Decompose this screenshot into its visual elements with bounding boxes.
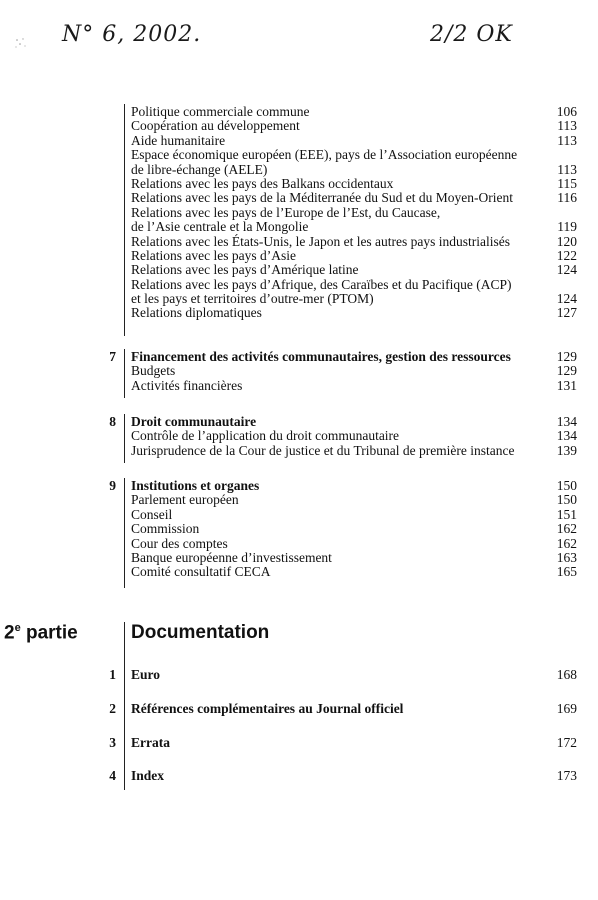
toc-entry — [0, 364, 598, 378]
doc-entry-title: Euro — [131, 667, 161, 682]
toc-entry — [0, 263, 598, 277]
toc-entry — [0, 177, 598, 191]
entry-text: de l’Asie centrale et la Mongolie — [131, 219, 309, 235]
entry-text: Comité consultatif CECA — [131, 564, 271, 580]
part-label-number: 2 — [4, 622, 15, 644]
toc-entry — [0, 537, 598, 551]
toc-entry — [0, 119, 598, 133]
entry-page: 129 — [556, 349, 577, 364]
part-title: Documentation — [131, 622, 270, 643]
entry-page: 127 — [556, 305, 577, 321]
entry-text: Coopération au développement — [131, 118, 300, 134]
chapter-title: Institutions et organes — [131, 478, 260, 493]
toc-entry — [0, 508, 598, 522]
chapter-title: Financement des activités communautaires, gestion des ressources — [131, 349, 511, 364]
toc-entry — [0, 522, 598, 536]
entry-page: 163 — [556, 549, 577, 565]
entry-text: Conseil — [131, 506, 173, 522]
toc-entry — [0, 278, 598, 292]
entry-text: Relations diplomatiques — [131, 305, 262, 321]
toc-entry — [0, 163, 598, 177]
entry-page: 169 — [556, 701, 577, 716]
entry-page: 120 — [556, 233, 577, 249]
entry-page: 122 — [556, 247, 577, 263]
chapter-heading — [0, 350, 598, 364]
entry-text: Banque européenne d’investissement — [131, 549, 332, 565]
entry-page: 134 — [556, 428, 577, 444]
entry-page: 139 — [556, 442, 577, 458]
entry-text: Cour des comptes — [131, 535, 228, 551]
doc-entry — [0, 768, 598, 784]
chapter-number: 8 — [109, 414, 116, 429]
entry-page: 113 — [557, 118, 577, 134]
doc-entry — [0, 701, 598, 717]
entry-page: 124 — [556, 291, 577, 307]
toc-entry — [0, 429, 598, 443]
part-label-word: partie — [20, 622, 78, 644]
entry-text: Relations avec les pays de l’Europe de l’Est, du Caucase, — [131, 204, 441, 220]
doc-entry-title: Références complémentaires au Journal officiel — [131, 701, 404, 716]
toc-entry — [0, 148, 598, 162]
entry-page: 173 — [556, 768, 577, 783]
toc-entry — [0, 444, 598, 458]
toc-entry — [0, 235, 598, 249]
doc-entry — [0, 735, 598, 751]
part-label-superscript: e — [14, 622, 21, 634]
entry-text: Relations avec les pays des Balkans occidentaux — [131, 175, 394, 191]
chapter-number: 7 — [109, 349, 116, 364]
entry-text: Aide humanitaire — [131, 132, 226, 148]
entry-text: Jurisprudence de la Cour de justice et du Tribunal de première instance — [131, 442, 515, 458]
chapter-number: 1 — [109, 667, 116, 682]
entry-page: 113 — [557, 161, 577, 177]
toc-entry — [0, 191, 598, 205]
entry-text: Relations avec les États-Unis, le Japon et les autres pays industrialisés — [131, 233, 511, 249]
entry-text: de libre-échange (AELE) — [131, 161, 268, 177]
toc-entry — [0, 105, 598, 119]
scan-speck-icon — [14, 36, 28, 50]
entry-text: Relations avec les pays d’Asie — [131, 247, 296, 263]
entry-page: 119 — [557, 219, 577, 235]
toc-chapter-7 — [0, 350, 598, 393]
entry-page: 129 — [556, 363, 577, 379]
entry-page: 131 — [556, 377, 577, 393]
entry-text: Relations avec les pays d’Amérique latine — [131, 262, 359, 278]
entry-page: 168 — [556, 667, 577, 682]
toc-entry — [0, 551, 598, 565]
entry-text: Relations avec les pays de la Méditerranée du Sud et du Moyen-Orient — [131, 190, 514, 206]
entry-page: 162 — [556, 535, 577, 551]
entry-text: Budgets — [131, 363, 176, 379]
entry-text: Espace économique européen (EEE), pays de l’Association européenne — [131, 147, 518, 163]
toc-chapter-8 — [0, 415, 598, 458]
entry-text: Politique commerciale commune — [131, 104, 310, 119]
entry-text: Activités financières — [131, 377, 243, 393]
doc-entry-title: Index — [131, 768, 165, 783]
chapter-title: Droit communautaire — [131, 414, 257, 429]
handwritten-ok-note: 2/2 OK — [430, 22, 513, 47]
chapter-number: 2 — [109, 701, 116, 716]
toc-entry — [0, 306, 598, 320]
toc-entry — [0, 134, 598, 148]
toc-entry — [0, 565, 598, 579]
toc-entry — [0, 292, 598, 306]
entry-text: Commission — [131, 521, 200, 537]
entry-page: 134 — [556, 414, 577, 429]
entry-text: Relations avec les pays d’Afrique, des Caraïbes et du Pacifique (ACP) — [131, 276, 512, 292]
entry-page: 162 — [556, 521, 577, 537]
toc-entry — [0, 220, 598, 234]
doc-entry — [0, 667, 598, 683]
entry-page: 165 — [556, 564, 577, 580]
entry-page: 113 — [557, 132, 577, 148]
entry-text: et les pays et territoires d’outre-mer (PTOM) — [131, 291, 374, 307]
entry-page: 124 — [556, 262, 577, 278]
entry-text: Parlement européen — [131, 492, 239, 508]
entry-page: 150 — [556, 478, 577, 493]
chapter-number: 3 — [109, 735, 116, 750]
entry-page: 150 — [556, 492, 577, 508]
entry-text: Contrôle de l’application du droit communautaire — [131, 428, 400, 444]
entry-page: 106 — [556, 104, 577, 119]
entry-page: 115 — [557, 175, 577, 191]
handwritten-issue-note: N° 6, 2002. — [62, 22, 202, 47]
toc-entry — [0, 206, 598, 220]
chapter-heading — [0, 479, 598, 493]
toc-chapter-9 — [0, 479, 598, 580]
part-label — [4, 622, 78, 644]
entry-page: 116 — [557, 190, 577, 206]
toc-entry — [0, 493, 598, 507]
chapter-number: 9 — [109, 478, 116, 493]
toc-entry — [0, 379, 598, 393]
entry-page: 172 — [556, 735, 577, 750]
chapter-number: 4 — [109, 768, 116, 783]
toc-block-external-relations — [0, 105, 598, 321]
doc-entry-title: Errata — [131, 735, 170, 750]
toc-entry — [0, 249, 598, 263]
entry-page: 151 — [556, 506, 577, 522]
chapter-heading — [0, 415, 598, 429]
